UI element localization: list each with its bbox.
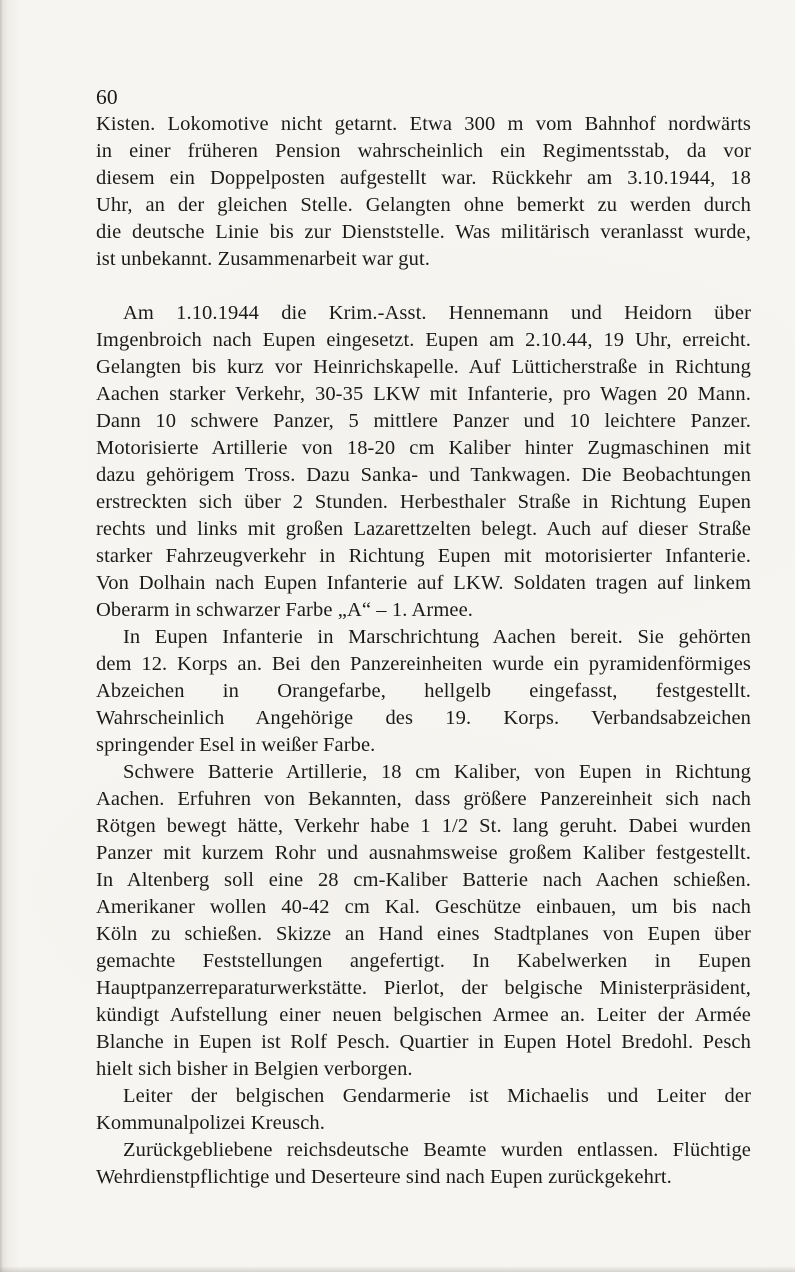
paragraph [96,1137,751,1191]
paragraph-line: Gelangten bis kurz vor Heinrichskapelle. Auf Lütticherstraße in Richtung [96,356,751,378]
paragraph-line: Amerikaner wollen 40-42 cm Kal. Geschütze einbauen, um bis nach [96,896,751,918]
paragraph-line: springender Esel in weißer Farbe. [96,734,376,756]
paragraph-line: Wehrdienstpflichtige und Deserteure sind nach Eupen zurückgekehrt. [96,1166,672,1188]
paragraph-line: dem 12. Korps an. Bei den Panzereinheiten wurde ein pyramidenförmiges [96,653,751,675]
paragraph-line: Aachen. Erfuhren von Bekannten, dass größere Panzereinheit sich nach [96,788,751,810]
paragraph-line: Am 1.10.1944 die Krim.-Asst. Hennemann und Heidorn über [123,302,751,324]
paragraphs-container [96,111,751,1191]
paragraph-line: Schwere Batterie Artillerie, 18 cm Kaliber, von Eupen in Richtung [123,761,751,783]
paragraph-line: Rötgen bewegt hätte, Verkehr habe 1 1/2 St. lang geruht. Dabei wurden [96,815,751,837]
paragraph [96,111,751,273]
paragraph-line: hielt sich bisher in Belgien verborgen. [96,1058,413,1080]
paragraph-line: erstreckten sich über 2 Stunden. Herbesthaler Straße in Richtung Eupen [96,491,751,513]
paragraph-line: Imgenbroich nach Eupen eingesetzt. Eupen am 2.10.44, 19 Uhr, erreicht. [96,329,751,351]
paragraph-line: Kisten. Lokomotive nicht getarnt. Etwa 300 m vom Bahnhof nordwärts [96,113,751,135]
paragraph-line: Oberarm in schwarzer Farbe „A“ – 1. Armee. [96,599,474,621]
paragraph-line: Abzeichen in Orangefarbe, hellgelb eingefasst, festgestellt. [96,680,751,702]
paragraph-line: in einer früheren Pension wahrscheinlich ein Regimentsstab, da vor [96,140,751,162]
paragraph-line: Kommunalpolizei Kreusch. [96,1112,325,1134]
paragraph-line: Leiter der belgischen Gendarmerie ist Michaelis und Leiter der [123,1085,751,1107]
page-left-edge-shadow [0,0,20,1272]
paragraph [96,624,751,759]
paragraph-line: diesem ein Doppelposten aufgestellt war. Rückkehr am 3.10.1944, 18 [96,167,751,189]
paragraph-line: Panzer mit kurzem Rohr und ausnahmsweise großem Kaliber festgestellt. [96,842,751,864]
paragraph-line: ist unbekannt. Zusammenarbeit war gut. [96,248,430,270]
paragraph-line: die deutsche Linie bis zur Dienststelle. Was militärisch veranlasst wurde, [96,221,751,243]
paragraph [96,1083,751,1137]
paragraph-line: Hauptpanzerreparaturwerkstätte. Pierlot, der belgische Ministerpräsident, [96,977,751,999]
paragraph-line: Zurückgebliebene reichsdeutsche Beamte wurden entlassen. Flüchtige [123,1139,751,1161]
paragraph [96,300,751,624]
paragraph-line: Motorisierte Artillerie von 18-20 cm Kaliber hinter Zugmaschinen mit [96,437,751,459]
paragraph-line: kündigt Aufstellung einer neuen belgischen Armee an. Leiter der Armée [96,1004,751,1026]
paragraph-line: In Eupen Infanterie in Marschrichtung Aachen bereit. Sie gehörten [123,626,751,648]
paragraph-line: gemachte Feststellungen angefertigt. In Kabelwerken in Eupen [96,950,751,972]
paragraph-line: Von Dolhain nach Eupen Infanterie auf LKW. Soldaten tragen auf linkem [96,572,751,594]
paragraph-line: dazu gehörigem Tross. Dazu Sanka- und Tankwagen. Die Beobachtungen [96,464,751,486]
paragraph-line: rechts und links mit großen Lazarettzelten belegt. Auch auf dieser Straße [96,518,751,540]
page-text-block [96,84,751,1191]
paragraph-line: In Altenberg soll eine 28 cm-Kaliber Batterie nach Aachen schießen. [96,869,751,891]
paragraph-line: Aachen starker Verkehr, 30-35 LKW mit Infanterie, pro Wagen 20 Mann. [96,383,751,405]
paragraph-line: starker Fahrzeugverkehr in Richtung Eupen mit motorisierter Infanterie. [96,545,751,567]
paragraph-line: Uhr, an der gleichen Stelle. Gelangten ohne bemerkt zu werden durch [96,194,751,216]
paragraph-line: Dann 10 schwere Panzer, 5 mittlere Panzer und 10 leichtere Panzer. [96,410,751,432]
paragraph [96,759,751,1083]
paragraph-line: Blanche in Eupen ist Rolf Pesch. Quartier in Eupen Hotel Bredohl. Pesch [96,1031,751,1053]
paragraph-line: Wahrscheinlich Angehörige des 19. Korps. Verbandsabzeichen [96,707,751,729]
page-number: 60 [96,85,118,109]
paragraph-line: Köln zu schießen. Skizze an Hand eines Stadtplanes von Eupen über [96,923,751,945]
page-bottom-edge-shadow [0,1266,795,1272]
